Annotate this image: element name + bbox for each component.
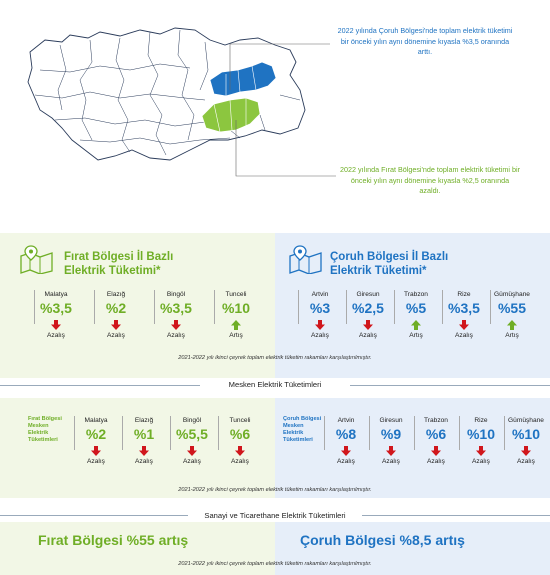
stat-separator xyxy=(34,290,35,324)
stat-separator xyxy=(218,416,219,450)
stat-trabzon xyxy=(394,290,438,340)
stat-artvin xyxy=(324,416,368,466)
stat-arrow xyxy=(504,444,548,456)
arrow-down-icon xyxy=(475,445,487,457)
stat-gümüşhane xyxy=(504,416,548,466)
map-pin-icon xyxy=(287,244,325,274)
stat-separator xyxy=(504,416,505,450)
stat-bingöl xyxy=(170,416,214,466)
mesken-footnote: 2021-2022 yılı ikinci çeyrek toplam elektrik tüketim rakamları karşılaştırılmıştır. xyxy=(178,487,372,493)
arrow-down-icon xyxy=(234,445,246,457)
stat-arrow xyxy=(490,318,534,330)
stat-value: %10 xyxy=(221,300,251,316)
stat-province-name: Gümüşhane xyxy=(508,417,544,424)
stat-separator xyxy=(394,290,395,324)
stat-province-name: Giresun xyxy=(379,417,403,424)
stat-arrow xyxy=(442,318,486,330)
stat-value: %5 xyxy=(405,300,427,316)
stat-giresun xyxy=(369,416,413,466)
sanayi-coruh-stat: Çoruh Bölgesi %8,5 artış xyxy=(300,532,465,548)
stat-trend-word: Azalış xyxy=(167,332,185,339)
map-pin-icon xyxy=(18,244,56,274)
stat-trend-word: Azalış xyxy=(47,332,65,339)
stat-province-name: Rize xyxy=(474,417,488,424)
stat-bingöl xyxy=(154,290,198,340)
arrow-down-icon xyxy=(170,319,182,331)
stat-value: %8 xyxy=(335,426,357,442)
stat-value: %2 xyxy=(85,426,107,442)
stat-arrow xyxy=(154,318,198,330)
arrow-down-icon xyxy=(520,445,532,457)
stat-arrow xyxy=(34,318,78,330)
total-footnote: 2021-2022 yılı ikinci çeyrek toplam elektrik tüketim rakamları karşılaştırılmıştır. xyxy=(178,355,372,361)
mesken-firat-label: Fırat Bölgesi Mesken Elektrik Tüketimleri xyxy=(28,416,62,443)
stat-arrow xyxy=(218,444,262,456)
stat-elazığ xyxy=(122,416,166,466)
stat-giresun xyxy=(346,290,390,340)
coruh-panel-title: Çoruh Bölgesi İl Bazlı Elektrik Tüketimi* xyxy=(330,251,449,277)
stat-separator xyxy=(459,416,460,450)
divider xyxy=(350,385,550,386)
stat-rize xyxy=(459,416,503,466)
stat-province-name: Rize xyxy=(457,291,471,298)
stat-separator xyxy=(74,416,75,450)
stat-arrow xyxy=(170,444,214,456)
arrow-up-icon xyxy=(506,319,518,331)
arrow-up-icon xyxy=(230,319,242,331)
stat-trend-word: Artış xyxy=(505,332,519,339)
stat-arrow xyxy=(346,318,390,330)
stat-province-name: Giresun xyxy=(356,291,380,298)
stat-arrow xyxy=(214,318,258,330)
stat-province-name: Elazığ xyxy=(134,417,154,424)
stat-malatya xyxy=(74,416,118,466)
sanayi-header: Sanayi ve Ticarethane Elektrik Tüketimleri xyxy=(188,511,362,520)
stat-value: %2,5 xyxy=(352,300,384,316)
arrow-up-icon xyxy=(410,319,422,331)
stat-gümüşhane xyxy=(490,290,534,340)
stat-arrow xyxy=(122,444,166,456)
stat-trend-word: Azalış xyxy=(455,332,473,339)
stat-value: %55 xyxy=(497,300,527,316)
stat-trend-word: Azalış xyxy=(359,332,377,339)
stat-trend-word: Artış xyxy=(409,332,423,339)
callout-firat: 2022 yılında Fırat Bölgesi'nde toplam elektrik tüketimi bir önceki yılın aynı dönemine kıyasla %2,5 oranında azaldı. xyxy=(340,165,520,195)
stat-value: %9 xyxy=(380,426,402,442)
stat-arrow xyxy=(94,318,138,330)
stat-province-name: Malatya xyxy=(84,417,108,424)
stat-trend-word: Azalış xyxy=(382,458,400,465)
arrow-down-icon xyxy=(90,445,102,457)
arrow-down-icon xyxy=(362,319,374,331)
stat-trend-word: Azalış xyxy=(183,458,201,465)
stat-value: %5,5 xyxy=(176,426,208,442)
stat-malatya xyxy=(34,290,78,340)
stat-trend-word: Azalış xyxy=(427,458,445,465)
stat-value: %10 xyxy=(466,426,496,442)
stat-separator xyxy=(154,290,155,324)
stat-trend-word: Azalış xyxy=(107,332,125,339)
arrow-down-icon xyxy=(314,319,326,331)
stat-separator xyxy=(490,290,491,324)
sanayi-coruh-panel xyxy=(275,522,550,575)
stat-province-name: Tunceli xyxy=(229,417,251,424)
sanayi-footnote: 2021-2022 yılı ikinci çeyrek toplam elektrik tüketim rakamları karşılaştırılmıştır. xyxy=(178,561,372,567)
divider xyxy=(0,515,188,516)
stat-value: %3 xyxy=(309,300,331,316)
arrow-down-icon xyxy=(340,445,352,457)
stat-arrow xyxy=(74,444,118,456)
stat-separator xyxy=(346,290,347,324)
stat-separator xyxy=(298,290,299,324)
map-section xyxy=(0,0,550,232)
stat-province-name: Artvin xyxy=(311,291,329,298)
stat-value: %2 xyxy=(105,300,127,316)
arrow-down-icon xyxy=(385,445,397,457)
arrow-down-icon xyxy=(50,319,62,331)
firat-panel-title: Fırat Bölgesi İl Bazlı Elektrik Tüketimi* xyxy=(64,251,174,277)
sanayi-firat-stat: Fırat Bölgesi %55 artış xyxy=(38,532,189,548)
stat-value: %6 xyxy=(425,426,447,442)
stat-arrow xyxy=(298,318,342,330)
arrow-down-icon xyxy=(186,445,198,457)
stat-value: %3,5 xyxy=(40,300,72,316)
stat-value: %3,5 xyxy=(448,300,480,316)
stat-trend-word: Azalış xyxy=(87,458,105,465)
divider xyxy=(362,515,550,516)
turkey-outline xyxy=(28,28,305,160)
stat-tunceli xyxy=(218,416,262,466)
stat-trend-word: Azalış xyxy=(337,458,355,465)
arrow-down-icon xyxy=(430,445,442,457)
stat-province-name: Malatya xyxy=(44,291,68,298)
stat-separator xyxy=(122,416,123,450)
stat-province-name: Bingöl xyxy=(182,417,202,424)
stat-arrow xyxy=(459,444,503,456)
stat-separator xyxy=(414,416,415,450)
stat-value: %6 xyxy=(229,426,251,442)
stat-elazığ xyxy=(94,290,138,340)
stat-province-name: Trabzon xyxy=(404,291,428,298)
stat-artvin xyxy=(298,290,342,340)
stat-separator xyxy=(94,290,95,324)
stat-separator xyxy=(170,416,171,450)
stat-arrow xyxy=(414,444,458,456)
stat-trend-word: Artış xyxy=(229,332,243,339)
arrow-down-icon xyxy=(138,445,150,457)
stat-trend-word: Azalış xyxy=(517,458,535,465)
stat-province-name: Trabzon xyxy=(424,417,448,424)
callout-coruh: 2022 yılında Çoruh Bölgesi'nde toplam elektrik tüketimi bir önceki yılın aynı dönemine kıyasla %3,5 oranında arttı. xyxy=(337,26,513,56)
stat-arrow xyxy=(369,444,413,456)
stat-value: %1 xyxy=(133,426,155,442)
mesken-header: Mesken Elektrik Tüketimleri xyxy=(200,380,350,389)
stat-province-name: Artvin xyxy=(337,417,355,424)
stat-trend-word: Azalış xyxy=(135,458,153,465)
stat-value: %3,5 xyxy=(160,300,192,316)
divider xyxy=(0,385,200,386)
stat-separator xyxy=(369,416,370,450)
stat-arrow xyxy=(394,318,438,330)
stat-rize xyxy=(442,290,486,340)
stat-province-name: Bingöl xyxy=(166,291,186,298)
stat-trend-word: Azalış xyxy=(231,458,249,465)
stat-tunceli xyxy=(214,290,258,340)
stat-arrow xyxy=(324,444,368,456)
stat-province-name: Elazığ xyxy=(106,291,126,298)
stat-trend-word: Azalış xyxy=(472,458,490,465)
arrow-down-icon xyxy=(110,319,122,331)
arrow-down-icon xyxy=(458,319,470,331)
stat-trabzon xyxy=(414,416,458,466)
stat-province-name: Gümüşhane xyxy=(494,291,530,298)
stat-separator xyxy=(442,290,443,324)
stat-province-name: Tunceli xyxy=(225,291,247,298)
mesken-coruh-label: Çoruh Bölgesi Mesken Elektrik Tüketimleri xyxy=(283,416,322,443)
sanayi-firat-panel xyxy=(0,522,275,575)
stat-separator xyxy=(324,416,325,450)
stat-trend-word: Azalış xyxy=(311,332,329,339)
stat-value: %10 xyxy=(511,426,541,442)
stat-separator xyxy=(214,290,215,324)
